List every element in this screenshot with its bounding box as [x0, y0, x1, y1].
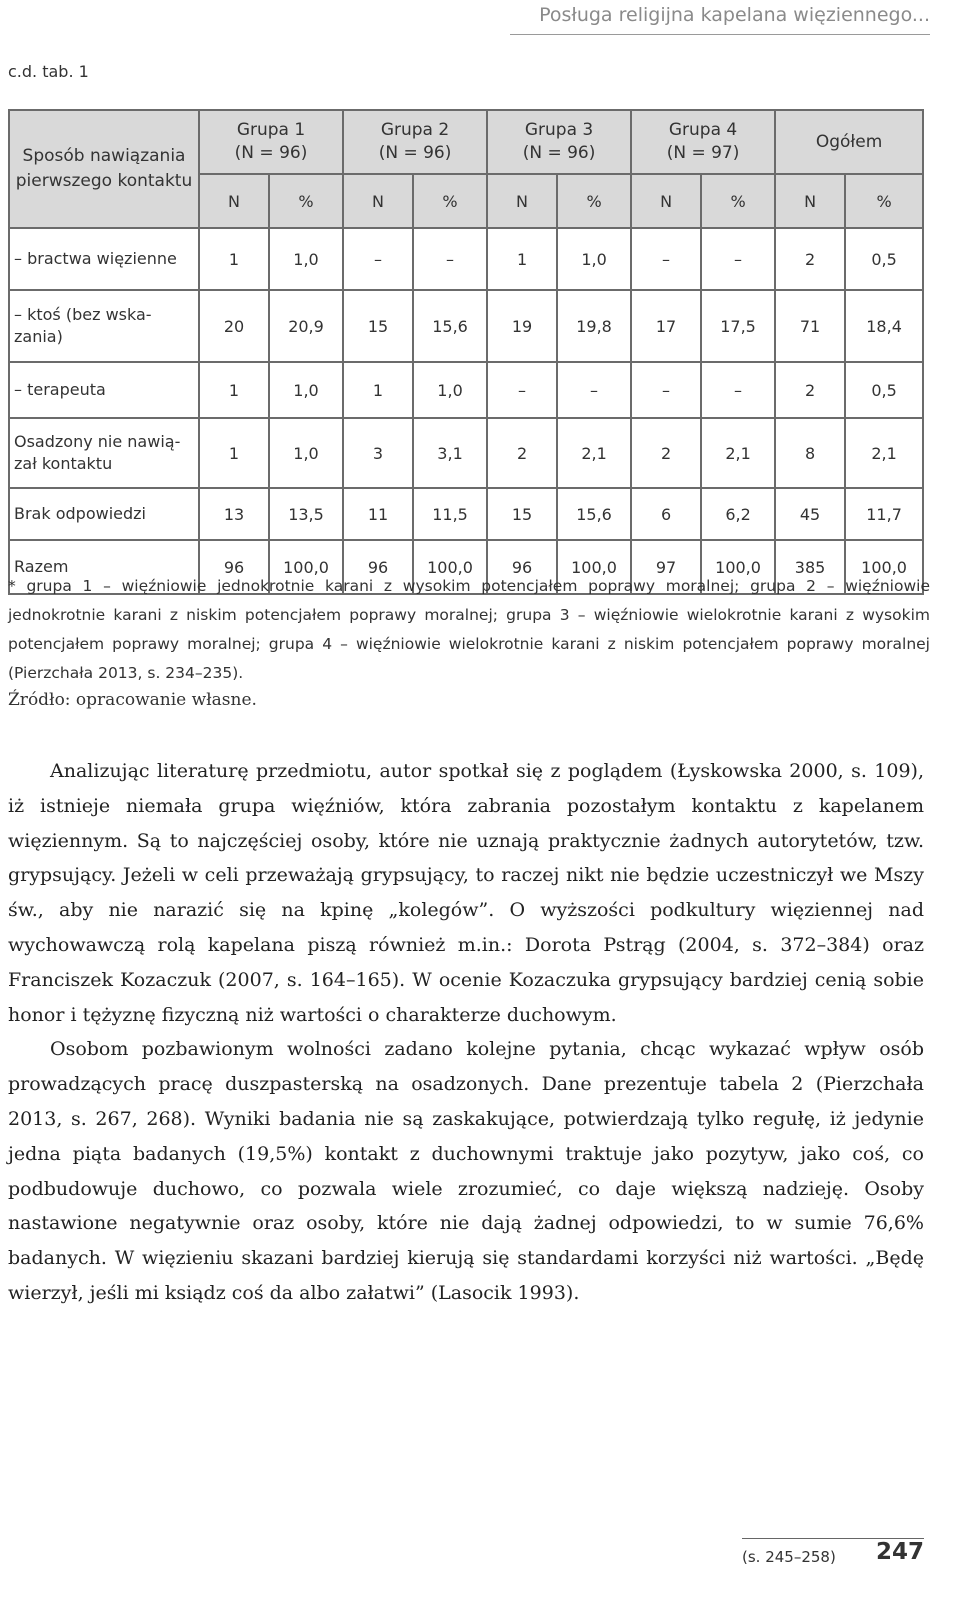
subheader-cell: N	[487, 174, 557, 228]
table-footnote: * grupa 1 – więźniowie jednokrotnie karani z wysokim potencjałem poprawy moralnej; grupa 2 – więźniowie jednokrotnie karani z niskim potencjałem poprawy moralnej; grupa 3 – więźniowie wielokrotnie karani z wysokim potencjałem poprawy moralnej; grupa 4 – więźniowie wielokrotnie karani z niskim potencjałem poprawy moralnej (Pierzchała 2013, s. 234–235).	[8, 577, 930, 682]
group-2-header	[343, 110, 487, 174]
table-cell: 19,8	[557, 290, 631, 362]
table-row	[9, 418, 923, 488]
table-cell: 1,0	[557, 228, 631, 290]
table-cell: 6,2	[701, 488, 775, 540]
table-cell: 2,1	[701, 418, 775, 488]
table-cell: 96	[199, 540, 269, 594]
table-cell: 11	[343, 488, 413, 540]
table-row	[9, 228, 923, 290]
table-cell: 385	[775, 540, 845, 594]
subheader-cell: N	[199, 174, 269, 228]
table-cell: 1	[487, 228, 557, 290]
total-title: Ogółem	[815, 131, 883, 152]
table-cell: 15,6	[413, 290, 487, 362]
body-text	[8, 754, 924, 1311]
table-row	[9, 488, 923, 540]
table-cell: 3	[343, 418, 413, 488]
subheader-cell: %	[701, 174, 775, 228]
table-cell: 1,0	[269, 418, 343, 488]
table-cell: 96	[487, 540, 557, 594]
group-1-header	[199, 110, 343, 174]
table-cell: 100,0	[269, 540, 343, 594]
table-cell: 11,5	[413, 488, 487, 540]
row-header-label: Sposób nawiązania pierwszego kontaktu	[15, 145, 193, 191]
table-cell: 11,7	[845, 488, 923, 540]
table-cell: 2	[775, 362, 845, 418]
table-cell: 2	[487, 418, 557, 488]
table-cell: –	[631, 362, 701, 418]
table-row	[9, 290, 923, 362]
table-cell: 100,0	[413, 540, 487, 594]
table-cell: 13	[199, 488, 269, 540]
table-cell: 0,5	[845, 362, 923, 418]
group-3-header	[487, 110, 631, 174]
row-label: Razem	[9, 540, 199, 594]
table-cell: 2	[631, 418, 701, 488]
row-label: Brak odpowiedzi	[9, 488, 199, 540]
table-cell: –	[701, 362, 775, 418]
row-label: – ktoś (bez wska-zania)	[9, 290, 199, 362]
table-cell: 1,0	[413, 362, 487, 418]
table-cell: 1,0	[269, 362, 343, 418]
table-cell: 17	[631, 290, 701, 362]
page-number: 247	[875, 1539, 924, 1565]
table-cell: 2,1	[845, 418, 923, 488]
table-cell: 15,6	[557, 488, 631, 540]
table-cell: –	[701, 228, 775, 290]
table-cell: 100,0	[701, 540, 775, 594]
table-cell: 96	[343, 540, 413, 594]
group-2-n: (N = 96)	[378, 143, 452, 163]
table-cell: 20	[199, 290, 269, 362]
page-range: (s. 245–258)	[742, 1548, 836, 1566]
subheader-cell: %	[269, 174, 343, 228]
table-cell: 45	[775, 488, 845, 540]
table-cell: –	[343, 228, 413, 290]
group-1-title: Grupa 1	[236, 120, 306, 141]
table-cell: 1	[199, 228, 269, 290]
table-cell: 19	[487, 290, 557, 362]
table-cell: 0,5	[845, 228, 923, 290]
table-row	[9, 362, 923, 418]
group-4-n: (N = 97)	[666, 143, 740, 163]
subheader-cell: N	[343, 174, 413, 228]
table-cell: 1	[199, 362, 269, 418]
table-cell: 13,5	[269, 488, 343, 540]
table-cell: 97	[631, 540, 701, 594]
table-source: Źródło: opracowanie własne.	[8, 690, 257, 710]
group-4-title: Grupa 4	[668, 120, 738, 141]
table-cell: 6	[631, 488, 701, 540]
row-header-cell	[9, 110, 199, 228]
page-footer	[742, 1538, 924, 1569]
paragraph: Osobom pozbawionym wolności zadano kolejne pytania, chcąc wykazać wpływ osób prowadzących pracę duszpasterską na osadzonych. Dane prezentuje tabela 2 (Pierzchała 2013, s. 267, 268). Wyniki badania nie są zaskakujące, potwierdzają tylko regułę, iż jedynie jedna piąta badanych (19,5%) kontakt z duchownymi traktuje jako pozytyw, jako coś, co podbudowuje duchowo, co pozwala wiele zrozumieć, co daje większą nadzieję. Osoby nastawione negatywnie oraz osoby, które nie dają żadnej odpowiedzi, to w sumie 76,6% badanych. W więzieniu skazani bardziej kierują się standardami korzyści niż wartości. „Będę wierzył, jeśli mi ksiądz coś da albo załatwi” (Lasocik 1993).	[8, 1038, 924, 1304]
row-label: – bractwa więzienne	[9, 228, 199, 290]
table-header-row	[9, 110, 923, 174]
table-cell: 71	[775, 290, 845, 362]
total-header	[775, 110, 923, 174]
table-cell: 100,0	[845, 540, 923, 594]
subheader-cell: %	[845, 174, 923, 228]
subheader-cell: %	[413, 174, 487, 228]
paragraph: Analizując literaturę przedmiotu, autor spotkał się z poglądem (Łyskowska 2000, s. 109), iż istnieje niemała grupa więźniów, która zabrania pozostałym kontaktu z kapelanem więziennym. Są to najczęściej osoby, które nie uznają praktycznie żadnych autorytetów, tzw. grypsujący. Jeżeli w celi przeważają grypsujący, to raczej nikt nie będzie uczestniczył we Mszy św., aby nie narazić się na kpinę „kolegów”. O wyższości podkultury więziennej nad wychowawczą rolą kapelana piszą również m.in.: Dorota Pstrąg (2004, s. 372–384) oraz Franciszek Kozaczuk (2007, s. 164–165). W ocenie Kozaczuka grypsujący bardziej cenią sobie honor i tężyznę fizyczną niż wartości o charakterze duchowym.	[8, 760, 924, 1026]
subheader-cell: %	[557, 174, 631, 228]
table-cell: 1	[343, 362, 413, 418]
subheader-cell: N	[775, 174, 845, 228]
table-cell: 15	[487, 488, 557, 540]
table-cell: 1	[199, 418, 269, 488]
group-3-n: (N = 96)	[522, 143, 596, 163]
table-cell: –	[557, 362, 631, 418]
table-cell: 17,5	[701, 290, 775, 362]
group-2-title: Grupa 2	[380, 120, 450, 141]
table-cell: 15	[343, 290, 413, 362]
data-table	[8, 109, 924, 595]
group-1-n: (N = 96)	[234, 143, 308, 163]
row-label: – terapeuta	[9, 362, 199, 418]
table-cell: –	[413, 228, 487, 290]
table-cell: 1,0	[269, 228, 343, 290]
row-label: Osadzony nie nawią-zał kontaktu	[9, 418, 199, 488]
table-continuation-label: c.d. tab. 1	[8, 62, 89, 81]
table-cell: 8	[775, 418, 845, 488]
table-cell: 3,1	[413, 418, 487, 488]
table-cell: 2	[775, 228, 845, 290]
group-4-header	[631, 110, 775, 174]
table-cell: 20,9	[269, 290, 343, 362]
table-cell: 100,0	[557, 540, 631, 594]
running-header: Posługa religijna kapelana więziennego...	[510, 2, 930, 35]
subheader-cell: N	[631, 174, 701, 228]
group-3-title: Grupa 3	[524, 120, 594, 141]
table-cell: 18,4	[845, 290, 923, 362]
table-cell: –	[487, 362, 557, 418]
table-cell: –	[631, 228, 701, 290]
table-cell: 2,1	[557, 418, 631, 488]
